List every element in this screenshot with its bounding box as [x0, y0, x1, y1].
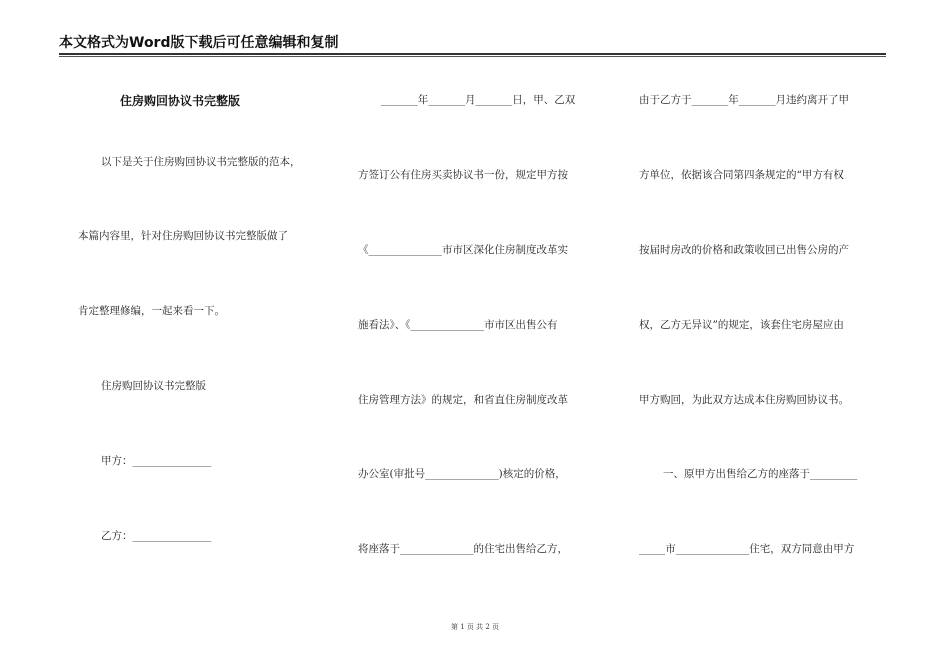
document-header: 本文格式为Word版下载后可任意编辑和复制 — [59, 35, 339, 51]
paragraph-line: 由于乙方于_______年_______月违约离开了甲 — [639, 94, 849, 106]
paragraph-line: 《______________市市区深化住房制度改革实 — [358, 244, 568, 256]
header-rule-thick — [59, 53, 886, 55]
paragraph-line: 甲方购回，为此双方达成本住房购回协议书。 — [639, 394, 849, 406]
paragraph-line: 肯定整理修编，一起来看一下。 — [78, 305, 225, 317]
paragraph-line: 本篇内容里，针对住房购回协议书完整版做了 — [78, 230, 288, 242]
paragraph-line: 方签订公有住房买卖协议书一份，规定甲方按 — [358, 169, 568, 181]
document-title: 住房购回协议书完整版 — [120, 94, 241, 108]
paragraph-line: _____市______________住宅，双方同意由甲方 — [639, 543, 855, 555]
section-heading: 住房购回协议书完整版 — [101, 380, 206, 392]
paragraph-line: 施看法》、《______________市市区出售公有 — [358, 319, 558, 331]
paragraph-line: _______年_______月_______日，甲、乙双 — [381, 94, 576, 106]
paragraph-line: 住房管理方法》的规定，和省直住房制度改革 — [358, 394, 568, 406]
header-rule-thin — [59, 56, 886, 57]
page-number: 第 1 页 共 2 页 — [450, 623, 500, 631]
paragraph-line: 以下是关于住房购回协议书完整版的范本， — [101, 156, 301, 168]
paragraph-line: 将座落于______________的住宅出售给乙方， — [358, 543, 568, 555]
paragraph-line: 一、原甲方出售给乙方的座落于_________ — [663, 468, 858, 480]
party-b-field: 乙方：_______________ — [101, 530, 212, 542]
paragraph-line: 权，乙方无异议”的规定，该套住宅房屋应由 — [639, 319, 844, 331]
paragraph-line: 办公室(审批号______________)核定的价格， — [358, 468, 566, 480]
paragraph-line: 方单位，依据该合同第四条规定的“甲方有权 — [639, 169, 844, 181]
party-a-field: 甲方：_______________ — [101, 455, 212, 467]
paragraph-line: 按届时房改的价格和政策收回已出售公房的产 — [639, 244, 849, 256]
